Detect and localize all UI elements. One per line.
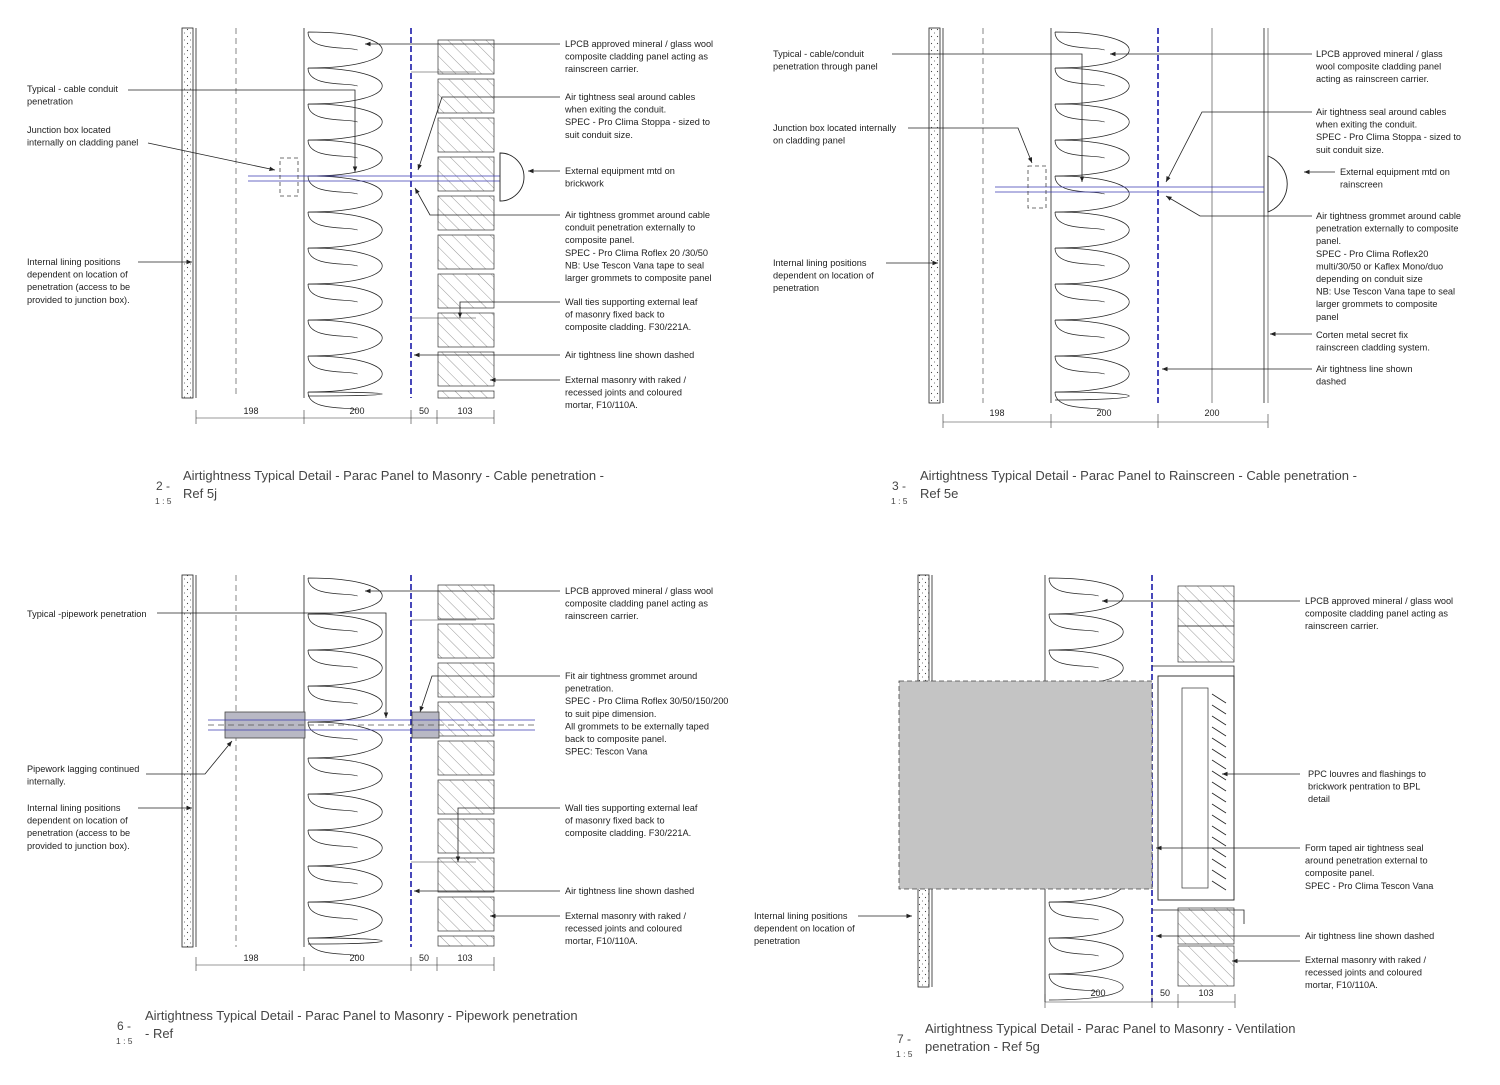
note-line: around penetration external to	[1305, 855, 1428, 866]
note-line: SPEC - Pro Clima Roflex20	[1316, 248, 1429, 259]
note-line: SPEC - Pro Clima Stoppa - sized to	[1316, 132, 1462, 143]
note-line: mortar, F10/110A.	[565, 400, 638, 411]
note-line: Air tightness seal around cables	[1316, 107, 1447, 117]
note-line: suit conduit size.	[1316, 144, 1384, 155]
note-line: NB: Use Tescon Vana tape to seal	[565, 260, 705, 271]
mineral-wool-insulation	[308, 32, 382, 410]
note-text	[564, 92, 710, 140]
junction-box	[280, 158, 298, 196]
note-line: External equipment mtd on	[1340, 167, 1450, 177]
detail-number: 7	[897, 1032, 904, 1046]
note-line: panel.	[1316, 236, 1342, 247]
note-text	[1315, 49, 1443, 84]
note-line: SPEC: Tescon Vana	[565, 746, 648, 757]
note-line: back to composite panel.	[565, 734, 667, 744]
note-line: dependent on location of	[27, 815, 128, 826]
note-line: penetration (access to be	[27, 282, 131, 293]
detail-scale: 1 : 5	[155, 496, 172, 506]
note-line: brickwork pentration to BPL	[1308, 781, 1421, 792]
note-text	[1340, 167, 1450, 190]
air-tightness-grommet	[412, 712, 439, 738]
note-text	[565, 166, 675, 189]
detail-7	[858, 575, 1300, 1008]
note-line: Air tightness line shown	[1316, 364, 1413, 374]
note-line: of masonry fixed back to	[565, 309, 665, 320]
note-line: Internal lining positions	[754, 911, 848, 921]
note-line: External masonry with raked /	[1305, 955, 1427, 965]
note-line: wool composite cladding panel	[1316, 61, 1442, 72]
note-line: dependent on location of	[27, 269, 128, 280]
detail-number-dash: -	[127, 1019, 131, 1033]
dim-value: 200	[349, 406, 365, 416]
note-line: Wall ties supporting external leaf	[565, 297, 698, 307]
detail-number-dash: -	[907, 1032, 911, 1046]
note-line: composite cladding. F30/221A.	[565, 828, 692, 839]
dim-value: 200	[1090, 988, 1106, 998]
note-text	[565, 350, 694, 360]
dim-value: 198	[989, 408, 1005, 418]
note-line: Air tightness line shown dashed	[1305, 931, 1435, 941]
dim-value: 200	[349, 953, 365, 963]
note-line: acting as rainscreen carrier.	[1316, 74, 1429, 85]
note-line: External equipment mtd on	[565, 166, 675, 176]
note-line: recessed joints and coloured	[565, 923, 682, 934]
detail-scale: 1 : 5	[896, 1049, 913, 1059]
note-line: LPCB approved mineral / glass	[1316, 49, 1443, 59]
note-text	[1308, 769, 1426, 804]
note-line: penetration (access to be	[27, 828, 131, 839]
note-line: of masonry fixed back to	[565, 815, 665, 826]
dim-value: 200	[1096, 408, 1112, 418]
detail-title: - Ref	[145, 1026, 174, 1041]
detail-3	[886, 28, 1335, 428]
detail-title: Airtightness Typical Detail - Parac Panel to Rainscreen - Cable penetration -	[920, 468, 1357, 483]
note-line: on cladding panel	[773, 135, 846, 146]
dimension-line	[1045, 988, 1235, 1008]
note-line: internally.	[27, 776, 66, 787]
note-text	[1315, 107, 1461, 155]
note-text	[565, 39, 713, 74]
note-line: panel	[1316, 311, 1339, 322]
note-line: larger grommets to composite	[1316, 299, 1438, 310]
note-text	[565, 911, 686, 946]
note-text	[27, 764, 139, 787]
dim-value: 50	[418, 406, 430, 416]
note-line: composite panel.	[1305, 868, 1375, 879]
note-text	[1316, 211, 1461, 322]
note-line: recessed joints and coloured	[1305, 967, 1422, 978]
note-line: SPEC - Pro Clima Roflex 30/50/150/200	[565, 696, 729, 707]
dim-value: 103	[457, 953, 473, 963]
note-line: when exiting the conduit.	[565, 104, 667, 115]
detail-title: Airtightness Typical Detail - Parac Panel to Masonry - Pipework penetration	[145, 1008, 578, 1023]
note-line: Air tightness seal around cables	[565, 92, 696, 102]
note-text	[773, 49, 878, 72]
note-line: Internal lining positions	[27, 257, 121, 267]
note-line: External masonry with raked /	[565, 911, 687, 921]
note-line: rainscreen	[1340, 179, 1383, 190]
internal-lining	[182, 575, 193, 947]
note-line: Air tightness line shown dashed	[565, 886, 695, 896]
note-line: SPEC - Pro Clima Tescon Vana	[1305, 880, 1434, 891]
note-text	[565, 671, 728, 757]
note-line: multi/30/50 or Kaflex Mono/duo	[1316, 261, 1444, 272]
note-line: External masonry with raked /	[565, 375, 687, 385]
detail-number: 3	[892, 479, 899, 493]
note-text	[27, 257, 130, 305]
note-line: rainscreen cladding system.	[1316, 342, 1430, 353]
dim-value: 200	[1204, 408, 1220, 418]
note-line: suit conduit size.	[565, 129, 633, 140]
note-line: penetration.	[565, 683, 614, 694]
dim-value: 103	[457, 406, 473, 416]
mineral-wool-insulation	[308, 578, 382, 956]
note-line: composite cladding panel acting as	[1305, 608, 1449, 619]
detail-title: Ref 5j	[183, 486, 217, 501]
note-line: penetration	[27, 96, 73, 107]
dim-value: 50	[418, 953, 430, 963]
detail-number-dash: -	[902, 479, 906, 493]
internal-lining	[182, 28, 193, 398]
note-line: larger grommets to composite panel	[565, 273, 712, 283]
dimension-line	[943, 408, 1268, 428]
detail-number-dash: -	[166, 479, 170, 493]
note-line: Internal lining positions	[773, 258, 867, 268]
note-line: Corten metal secret fix	[1316, 330, 1408, 340]
note-text	[754, 911, 855, 946]
note-line: mortar, F10/110A.	[1305, 980, 1378, 991]
note-text	[773, 258, 874, 293]
note-text	[565, 586, 713, 621]
external-masonry	[438, 40, 494, 398]
note-text	[1316, 330, 1430, 353]
note-text	[565, 375, 686, 410]
note-line: Junction box located internally	[773, 123, 897, 133]
dim-value: 198	[243, 406, 259, 416]
note-text	[565, 210, 712, 283]
note-line: PPC louvres and flashings to	[1308, 769, 1426, 779]
note-text	[1305, 596, 1453, 631]
note-line: Fit air tightness grommet around	[565, 671, 698, 681]
detail-title: penetration - Ref 5g	[925, 1039, 1040, 1054]
note-line: recessed joints and coloured	[565, 387, 682, 398]
note-line: detail	[1308, 794, 1330, 805]
note-text	[27, 803, 130, 851]
detail-2	[128, 28, 560, 424]
note-line: Typical - cable conduit	[27, 84, 118, 94]
note-line: internally on cladding panel	[27, 137, 139, 148]
dimension-line	[196, 953, 494, 971]
note-line: provided to junction box).	[27, 840, 130, 851]
mineral-wool-insulation	[1055, 32, 1129, 410]
note-line: rainscreen carrier.	[565, 611, 639, 622]
note-line: depending on conduit size	[1316, 274, 1423, 284]
note-line: LPCB approved mineral / glass wool	[1305, 596, 1454, 606]
dim-value: 103	[1198, 988, 1214, 998]
detail-scale: 1 : 5	[116, 1036, 133, 1046]
note-line: rainscreen carrier.	[565, 64, 639, 75]
note-line: conduit penetration externally to	[565, 222, 696, 233]
detail-scale: 1 : 5	[891, 496, 908, 506]
ppc-louvres	[1158, 676, 1234, 900]
dim-value: 50	[1159, 988, 1171, 998]
note-line: Typical -pipework penetration	[27, 609, 147, 619]
note-line: LPCB approved mineral / glass wool	[565, 586, 714, 596]
note-line: Wall ties supporting external leaf	[565, 803, 698, 813]
note-line: when exiting the conduit.	[1316, 119, 1418, 130]
detail-title: Airtightness Typical Detail - Parac Panel to Masonry - Ventilation	[925, 1021, 1296, 1036]
detail-6	[138, 575, 560, 971]
note-text	[1305, 931, 1434, 941]
note-line: Junction box located	[27, 125, 111, 135]
note-text	[773, 123, 896, 146]
note-text	[1305, 843, 1434, 891]
note-line: penetration externally to composite	[1316, 223, 1459, 234]
note-line: Pipework lagging continued	[27, 764, 140, 774]
note-text	[565, 886, 694, 896]
note-line: penetration	[754, 936, 800, 947]
detail-number: 6	[117, 1019, 124, 1033]
note-text	[1305, 955, 1426, 990]
note-line: Air tightness grommet around cable	[565, 210, 711, 220]
note-line: NB: Use Tescon Vana tape to seal	[1316, 286, 1456, 297]
note-line: composite cladding panel acting as	[565, 51, 709, 62]
note-line: composite cladding panel acting as	[565, 598, 709, 609]
note-text	[1316, 364, 1413, 387]
note-text	[27, 84, 118, 107]
external-equipment	[500, 153, 524, 201]
detail-title: Ref 5e	[920, 486, 959, 501]
note-line: to suit pipe dimension.	[565, 708, 657, 719]
note-line: mortar, F10/110A.	[565, 936, 638, 947]
note-line: provided to junction box).	[27, 294, 130, 305]
note-text	[565, 297, 698, 332]
external-equipment	[1268, 156, 1287, 212]
dim-value: 198	[243, 953, 259, 963]
detail-number: 2	[156, 479, 163, 493]
note-line: SPEC - Pro Clima Roflex 20 /30/50	[565, 247, 708, 258]
note-line: Typical - cable/conduit	[773, 49, 864, 59]
note-line: penetration through panel	[773, 61, 878, 72]
note-line: SPEC - Pro Clima Stoppa - sized to	[565, 117, 711, 128]
external-masonry	[438, 585, 494, 946]
note-line: composite panel.	[565, 235, 635, 246]
ventilation-penetration	[899, 681, 1152, 889]
detail-title: Airtightness Typical Detail - Parac Panel to Masonry - Cable penetration -	[183, 468, 605, 483]
note-text	[27, 609, 147, 619]
internal-lining	[929, 28, 940, 403]
note-line: rainscreen carrier.	[1305, 621, 1379, 632]
note-line: penetration	[773, 283, 819, 294]
note-line: dependent on location of	[773, 270, 874, 281]
note-line: Internal lining positions	[27, 803, 121, 813]
note-line: All grommets to be externally taped	[565, 721, 710, 732]
note-text	[27, 125, 138, 148]
note-line: Air tightness grommet around cable	[1316, 211, 1462, 221]
note-line: Air tightness line shown dashed	[565, 350, 695, 360]
note-text	[565, 803, 698, 838]
note-line: brickwork	[565, 178, 604, 189]
note-line: composite cladding. F30/221A.	[565, 322, 692, 333]
note-line: Form taped air tightness seal	[1305, 843, 1424, 853]
note-line: LPCB approved mineral / glass wool	[565, 39, 714, 49]
note-line: dependent on location of	[754, 923, 855, 934]
note-line: dashed	[1316, 376, 1347, 387]
